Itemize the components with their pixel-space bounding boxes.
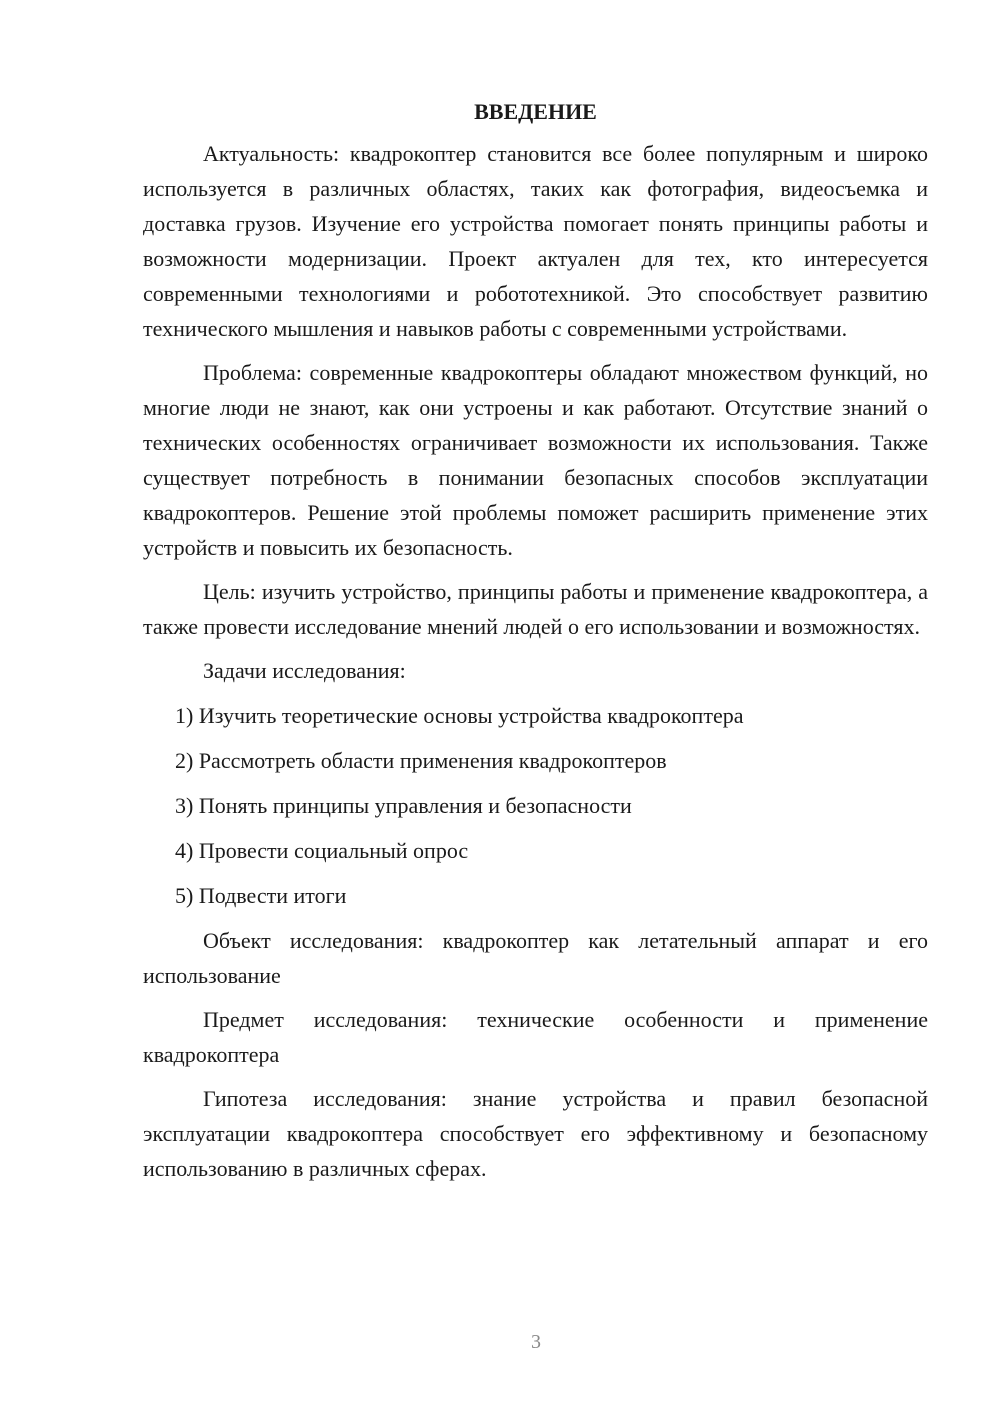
hypothesis-paragraph: Гипотеза исследования: знание устройства и правил безопасной эксплуатации квадрокоптера способствует его эффективному и безопасному использованию в различных сферах. — [143, 1086, 928, 1181]
page-title: ВВЕДЕНИЕ — [474, 99, 597, 124]
relevance-paragraph: Актуальность: квадрокоптер становится все более популярным и широко используется в различных областях, таких как фотография, видеосъемка и доставка грузов. Изучение его устройства помогает понять принципы работы и возможности модернизации. Проект актуален для тех, кто интересуется современными технологиями и робототехникой. Это способствует развитию технического мышления и навыков работы с современными устройствами. — [143, 141, 928, 341]
list-item: 2) Рассмотреть области применения квадрокоптеров — [175, 748, 667, 773]
list-item: 5) Подвести итоги — [175, 883, 347, 908]
list-item: 4) Провести социальный опрос — [175, 838, 469, 863]
tasks-list — [143, 698, 928, 913]
page-number: 3 — [531, 1331, 541, 1353]
subject-paragraph: Предмет исследования: технические особенности и применение квадрокоптера — [143, 1007, 928, 1067]
list-item: 1) Изучить теоретические основы устройства квадрокоптера — [175, 703, 744, 728]
problem-paragraph: Проблема: современные квадрокоптеры обладают множеством функций, но многие люди не знают, как они устроены и как работают. Отсутствие знаний о технических особенностях ограничивает возможности их использования. Также существует потребность в понимании безопасных способов эксплуатации квадрокоптеров. Решение этой проблемы поможет расширить применение этих устройств и повысить их безопасность. — [143, 360, 928, 560]
goal-paragraph: Цель: изучить устройство, принципы работы и применение квадрокоптера, а также провести исследование мнений людей о его использовании и возможностях. — [143, 579, 928, 639]
list-item: 3) Понять принципы управления и безопасности — [175, 793, 632, 818]
tasks-heading: Задачи исследования: — [203, 658, 406, 683]
page-content — [143, 94, 928, 1195]
object-paragraph: Объект исследования: квадрокоптер как летательный аппарат и его использование — [143, 928, 928, 988]
